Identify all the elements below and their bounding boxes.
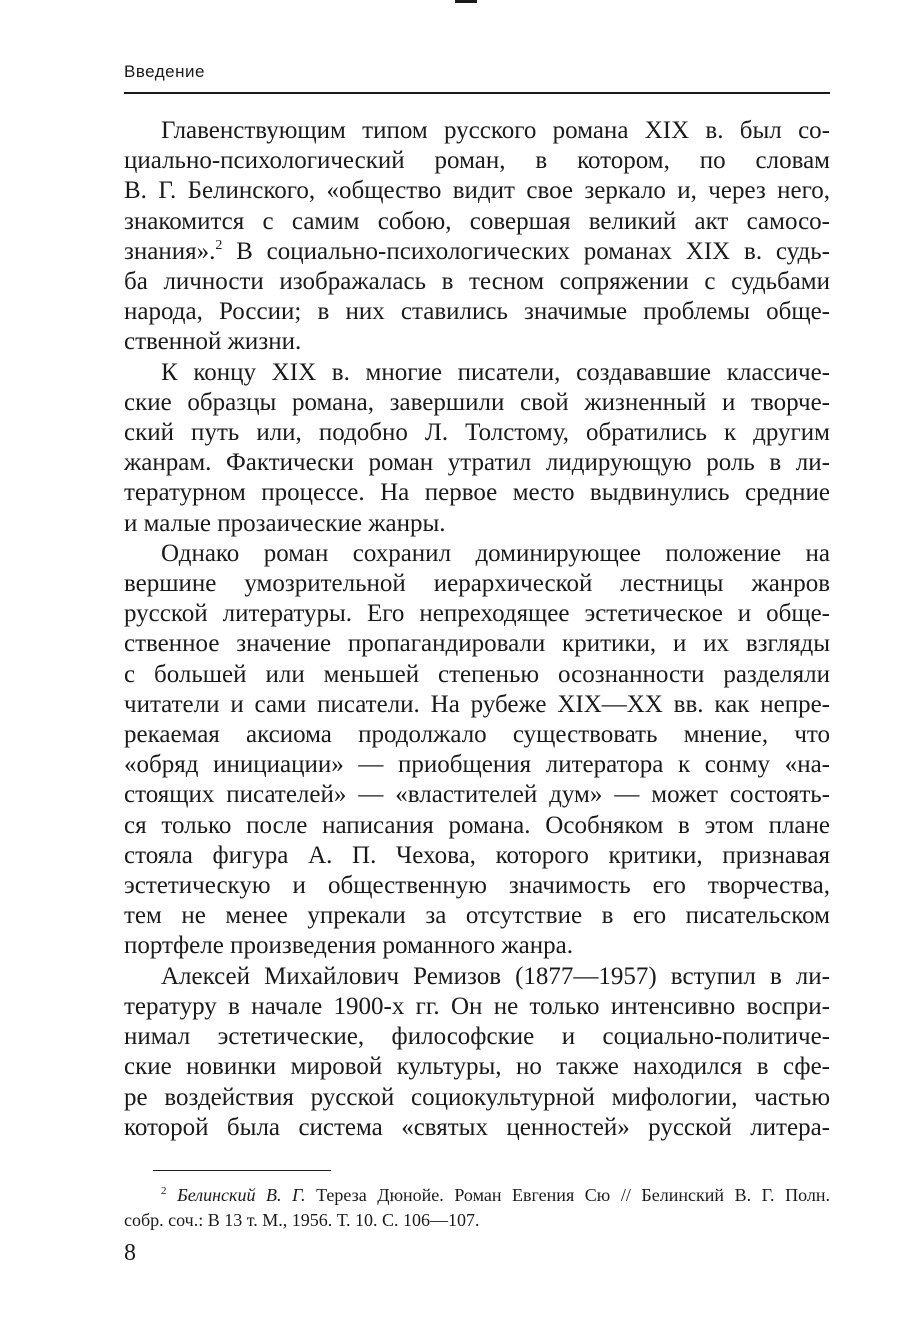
text-line: стояла фигура А. П. Чехова, которого критики, признавая xyxy=(124,841,830,869)
text-line: ся только после написания романа. Особняком в этом плане xyxy=(124,811,830,839)
text-line: рекаемая аксиома продолжало существовать мнение, что xyxy=(124,721,830,749)
text-line: ственное значение пропагандировали критики, и их взгляды xyxy=(124,630,830,658)
page-number: 8 xyxy=(124,1240,136,1266)
text-line: жанрам. Фактически роман утратил лидирующую роль в ли- xyxy=(124,449,830,477)
text-line: К концу XIX в. многие писатели, создававшие классиче- xyxy=(161,358,830,386)
text-line: ские образцы романа, завершили свой жизненный и творче- xyxy=(124,388,830,416)
text-line: русской литературы. Его непреходящее эстетическое и обще- xyxy=(124,600,830,628)
footnote-marker: 2 xyxy=(161,1185,167,1197)
running-head: Введение xyxy=(124,62,205,81)
text-line: Однако роман сохранил доминирующее положение на xyxy=(161,539,830,567)
header-rule xyxy=(124,92,830,94)
text-line: тем не менее упрекали за отсутствие в его писательском xyxy=(124,902,830,930)
text-line: тературу в начале 1900-х гг. Он не только интенсивно воспри- xyxy=(124,992,830,1020)
text-line: ственной жизни. xyxy=(124,328,302,356)
text-line: эстетическую и общественную значимость его творчества, xyxy=(124,872,830,900)
text-line-with-note xyxy=(124,237,830,267)
footnote-ref[interactable]: 2 xyxy=(215,237,223,253)
paragraph-2 xyxy=(124,358,830,539)
text-line: циально-психологический роман, в котором, по словам xyxy=(124,147,830,175)
text-line: знакомится с самим собою, совершая великий акт самосо- xyxy=(124,207,830,235)
footnote-line: собр. соч.: В 13 т. М., 1956. Т. 10. С. 106—107. xyxy=(124,1210,480,1230)
paragraph-4 xyxy=(124,962,830,1143)
footnote-rule xyxy=(153,1170,331,1171)
footnote-line xyxy=(124,1183,830,1208)
text-line: нимал эстетические, философские и социально-политиче- xyxy=(124,1023,830,1051)
text-line: В. Г. Белинского, «общество видит свое зеркало и, через него, xyxy=(124,177,830,205)
text-fragment: знания». xyxy=(124,237,216,265)
text-line: ский путь или, подобно Л. Толстому, обратились к другим xyxy=(124,419,830,447)
text-line: вершине умозрительной иерархической лестницы жанров xyxy=(124,570,830,598)
text-line: «обряд инициации» — приобщения литератора к сонму «на- xyxy=(124,751,830,779)
text-line: и малые прозаические жанры. xyxy=(124,509,446,537)
text-line: Алексей Михайлович Ремизов (1877—1957) вступил в ли- xyxy=(161,962,830,990)
footnote-author: Белинский В. Г. xyxy=(177,1185,306,1205)
text-line: стоящих писателей» — «властителей дум» — может состоять- xyxy=(124,781,830,809)
text-line: ские новинки мировой культуры, но также находился в сфе- xyxy=(124,1053,830,1081)
text-line: с большей или меньшей степенью осознанности разделяли xyxy=(124,660,830,688)
text-line: ба личности изображалась в тесном сопряжении с судьбами xyxy=(124,268,830,296)
text-line: Главенствующим типом русского романа XIX в. был со- xyxy=(161,117,830,144)
text-line: ре воздействия русской социокультурной мифологии, частью xyxy=(124,1083,830,1111)
text-line: портфеле произведения романного жанра. xyxy=(124,932,573,960)
paragraph-1 xyxy=(124,116,830,358)
footnote xyxy=(124,1183,830,1233)
footnote-text: Тереза Дюнойе. Роман Евгения Сю // Белинский В. Г. Полн. xyxy=(316,1185,831,1205)
text-fragment: В социально-психологических романах XIX в. судь- xyxy=(236,237,831,265)
body-text xyxy=(124,116,830,1143)
text-line: тературном процессе. На первое место выдвинулись средние xyxy=(124,479,830,507)
top-crop-mark xyxy=(455,0,477,3)
text-line: народа, России; в них ставились значимые проблемы обще- xyxy=(124,298,830,326)
paragraph-3 xyxy=(124,539,830,962)
text-line: которой была система «святых ценностей» русской литера- xyxy=(124,1113,830,1141)
text-line: читатели и сами писатели. На рубеже XIX—XX вв. как непре- xyxy=(124,690,830,718)
